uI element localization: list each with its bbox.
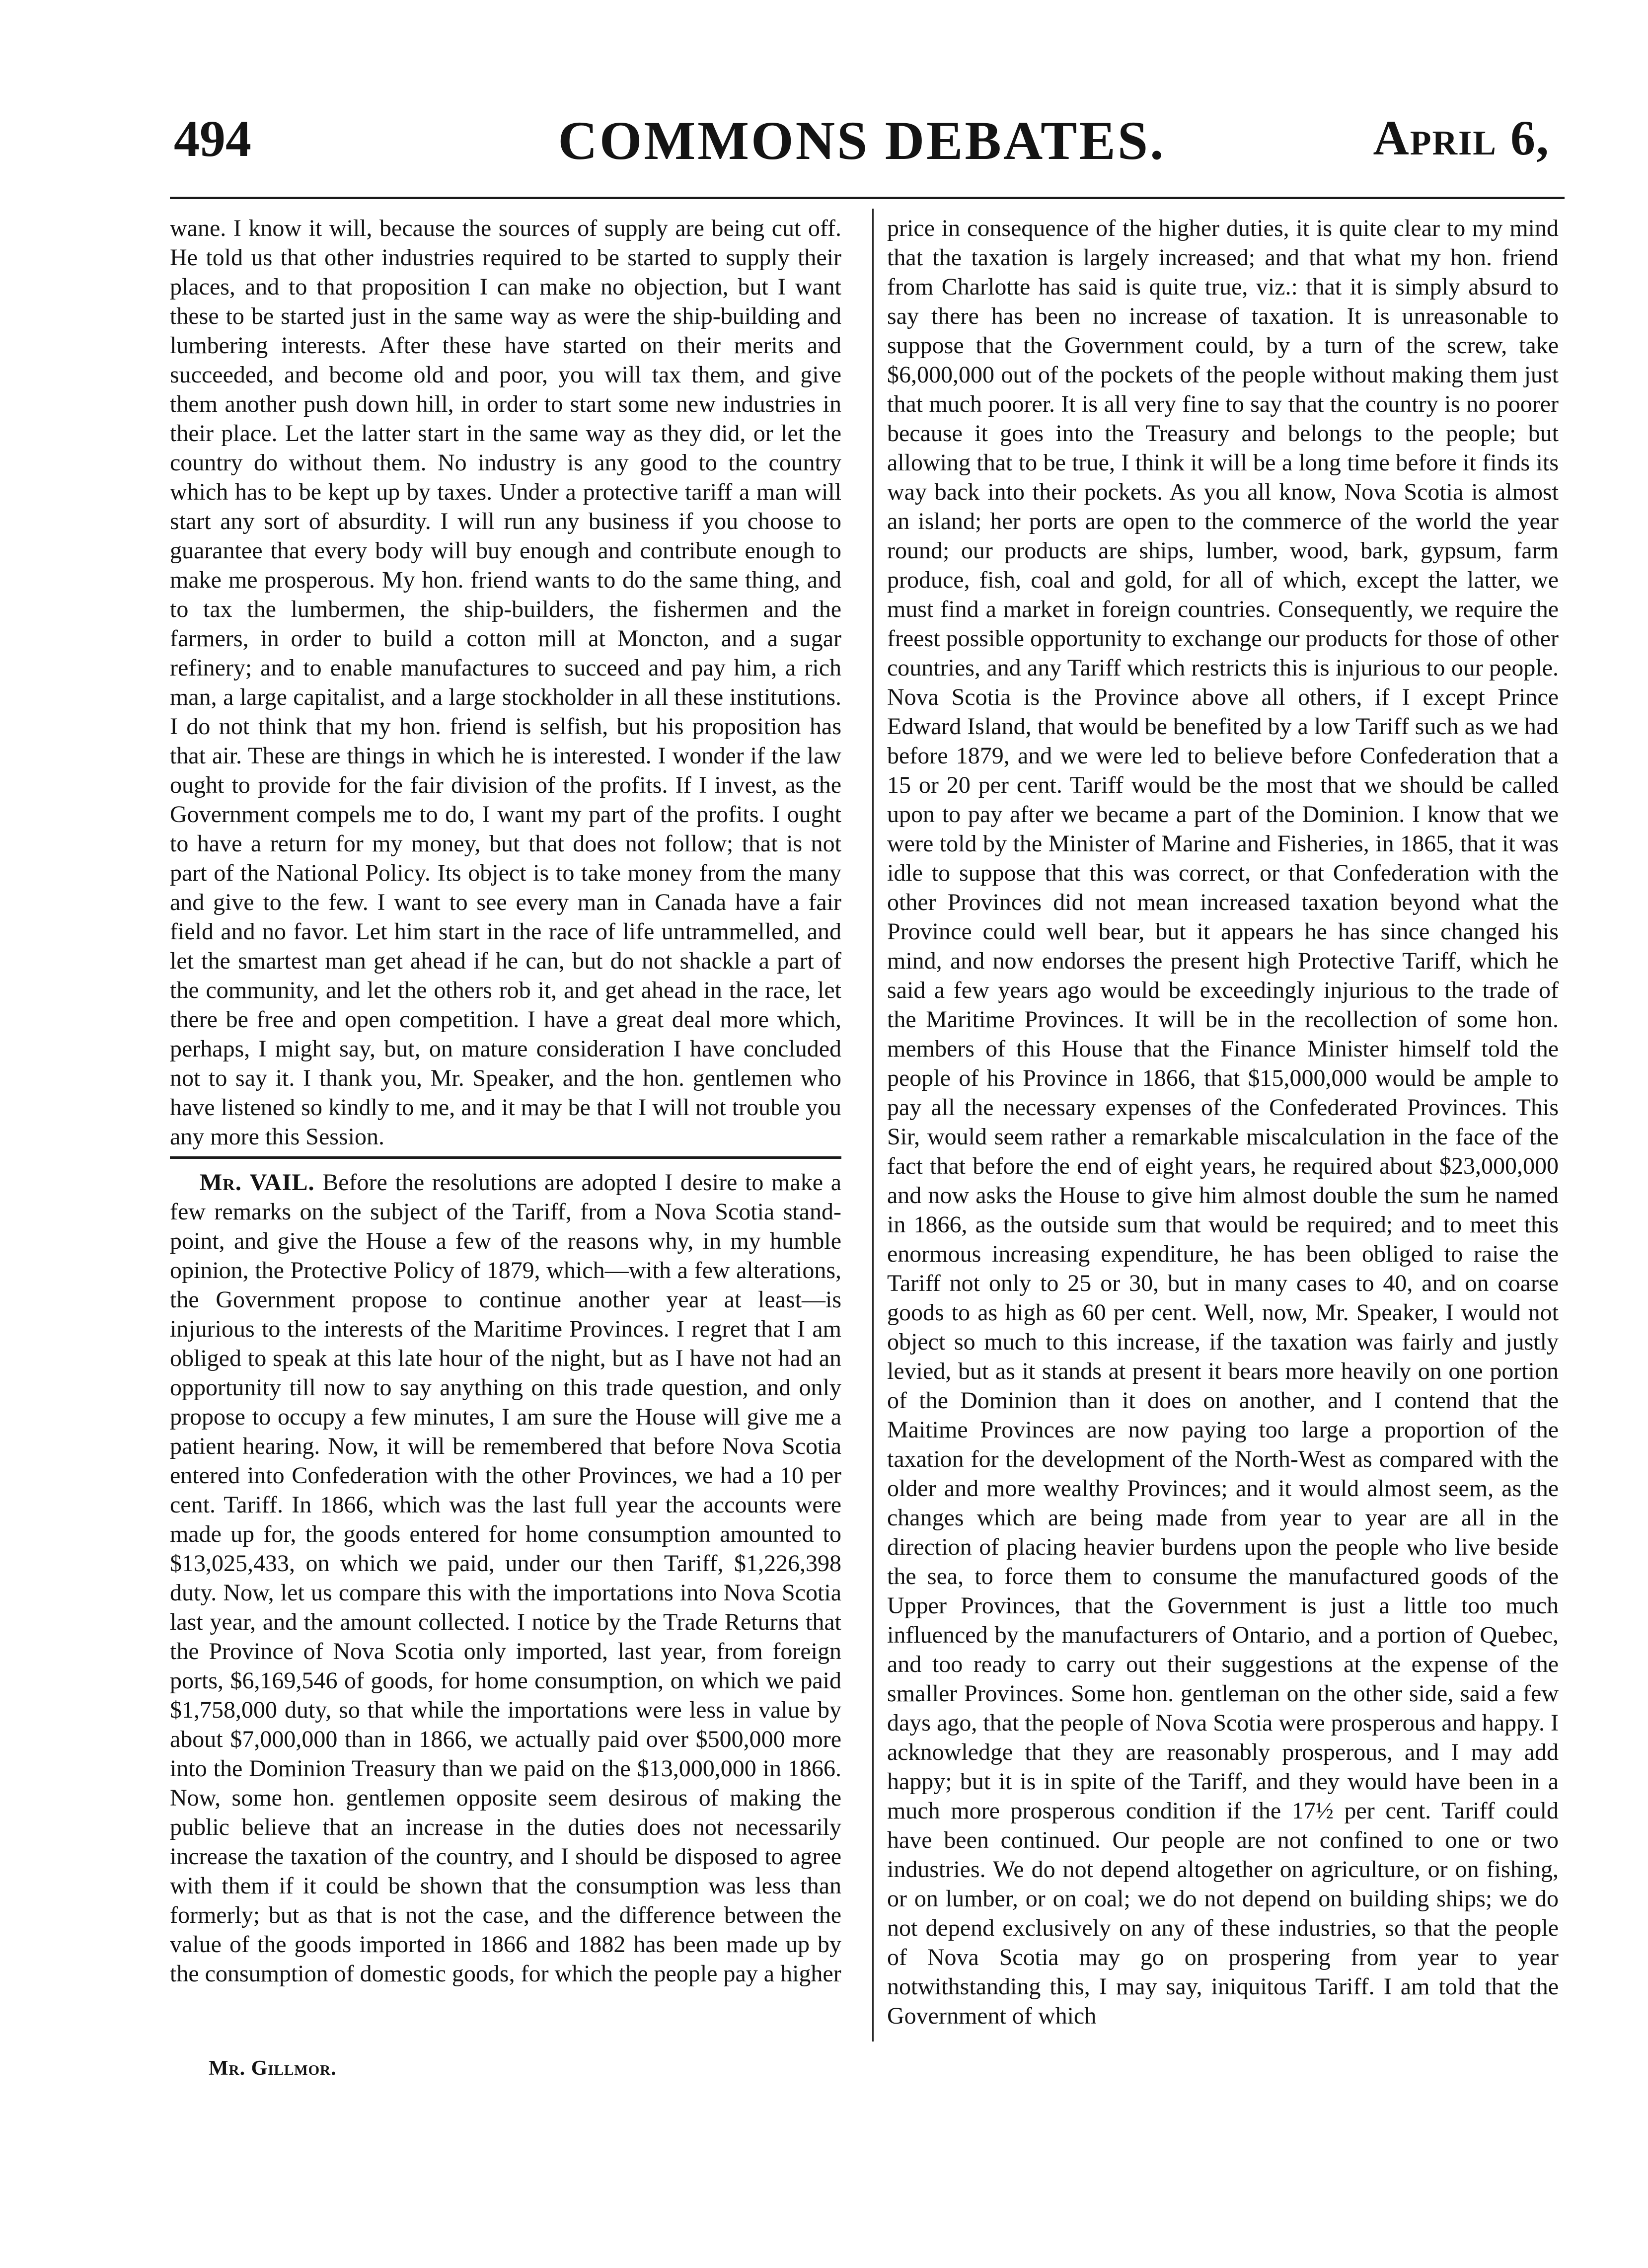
column-divider: [872, 209, 874, 2041]
footer-name: Mr. Gillmor.: [209, 2057, 337, 2080]
page-header: [174, 109, 1550, 174]
speaker-name: Mr. VAIL.: [200, 1169, 315, 1196]
right-paragraph-1: price in consequence of the higher duties, it is quite clear to my mind that the taxation is largely increased; and that what my hon. friend from Charlotte has said is quite true, viz.: that it is simply absurd to say there has been no increase of taxation. It is unreasonable to suppose that the Government could, by a turn of the screw, take $6,000,000 out of the pockets of the people without making them just that much poorer. It is all very fine to say that the country is no poorer because it goes into the Treasury and belongs to the people; but allowing that to be true, I think it will be a long time before it finds its way back into their pockets. As you all know, Nova Scotia is almost an island; her ports are open to the commerce of the world the year round; our products are ships, lumber, wood, bark, gypsum, farm produce, fish, coal and gold, for all of which, except the latter, we must find a market in foreign countries. Consequently, we require the freest possible opportunity to exchange our products for those of other countries, and any Tariff which restricts this is injurious to our people. Nova Scotia is the Province above all others, if I except Prince Edward Island, that would be benefited by a low Tariff such as we had before 1879, and we were led to believe before Confederation that a 15 or 20 per cent. Tariff would be the most that we should be called upon to pay after we became a part of the Dominion. I know that we were told by the Minister of Marine and Fisheries, in 1865, that it was idle to suppose that this was correct, or that Confederation with the other Provinces did not mean increased taxation beyond what the Province could well bear, but it appears he has since changed his mind, and now endorses the present high Protective Tariff, which he said a few years ago would be exceedingly injurious to the trade of the Maritime Provinces. It will be in the recollection of some hon. members of this House that the Finance Minister himself told the people of his Province in 1866, that $15,000,000 would be ample to pay all the necessary expenses of the Confederated Provinces. This Sir, would seem rather a remarkable miscalculation in the face of the fact that before the end of eight years, he required about $23,000,000 and now asks the House to give him almost double the sum he named in 1866, as the outside sum that would be required; and to meet this enormous increasing expenditure, he has been obliged to raise the Tariff not only to 25 or 30, but in many cases to 40, and on coarse goods to as high as 60 per cent. Well, now, Mr. Speaker, I would not object so much to this increase, if the taxation was fairly and justly levied, but as it stands at present it bears more heavily on one portion of the Dominion than it does on another, and I contend that the Maitime Provinces are now paying too large a proportion of the taxation for the development of the North-West as compared with the older and more wealthy Provinces; and it would almost seem, as the changes which are being made from year to year are all in the direction of placing heavier burdens upon the people who live beside the sea, to force them to consume the manufactured goods of the Upper Provinces, that the Government is just a little too much influenced by the manufacturers of Ontario, and a portion of Quebec, and too ready to carry out their suggestions at the expense of the smaller Provinces. Some hon. gentleman on the other side, said a few days ago, that the people of Nova Scotia were prosperous and happy. I acknowledge that they are reasonably prosperous, and I may add happy; but it is in spite of the Tariff, and they would have been in a much more prosperous condition if the 17½ per cent. Tariff could have been continued. Our people are not confined to one or two industries. We do not depend altogether on agriculture, or on fishing, or on lumber, or on coal; we do not depend on building ships; we do not depend exclusively on any of these industries, so that the people of Nova Scotia may go on prospering from year to year notwithstanding this, I may say, iniquitous Tariff. I am told that the Government of which: [887, 215, 1559, 2029]
page-number: 494: [174, 110, 251, 167]
running-title: COMMONS DEBATES.: [558, 110, 1166, 171]
left-column: [170, 214, 841, 1988]
left-paragraph-2: [170, 1168, 841, 1988]
page-date: April 6,: [1373, 110, 1550, 165]
left-paragraph-2-text: Before the resolutions are adopted I desire to make a few remarks on the subject of the Tariff, from a Nova Scotia stand-point, and give the House a few of the reasons why, in my humble opinion, the Protective Policy of 1879, which—with a few alterations, the Government propose to continue another year at least—is injurious to the interests of the Maritime Provinces. I regret that I am obliged to speak at this late hour of the night, but as I have not had an opportunity till now to say anything on this trade question, and only propose to occupy a few minutes, I am sure the House will give me a patient hearing. Now, it will be remembered that before Nova Scotia entered into Confederation with the other Provinces, we had a 10 per cent. Tariff. In 1866, which was the last full year the accounts were made up for, the goods entered for home consumption amounted to $13,025,433, on which we paid, under our then Tariff, $1,226,398 duty. Now, let us compare this with the importations into Nova Scotia last year, and the amount collected. I notice by the Trade Returns that the Province of Nova Scotia only imported, last year, from foreign ports, $6,169,546 of goods, for home consumption, on which we paid $1,758,000 duty, so that while the importations were less in value by about $7,000,000 than in 1866, we actually paid over $500,000 more into the Dominion Treasury than we paid on the $13,000,000 in 1866. Now, some hon. gentlemen opposite seem desirous of making the public believe that an increase in the duties does not necessarily increase the taxation of the country, and I should be disposed to agree with them if it could be shown that the consumption was less than formerly; but as that is not the case, and the difference between the value of the goods imported in 1866 and 1882 has been made up by the consumption of domestic goods, for which the people pay a higher: [170, 1169, 841, 1987]
header-rule: [170, 197, 1565, 199]
speech-end-rule: [170, 1156, 841, 1159]
left-paragraph-1: wane. I know it will, because the sources of supply are being cut off. He told us that other industries required to be started to supply their places, and to that proposition I can make no objection, but I want these to be started just in the same way as were the ship-building and lumbering interests. After these have started on their merits and succeeded, and become old and poor, you will tax them, and give them another push down hill, in order to start some new industries in their place. Let the latter start in the same way as they did, or let the country do without them. No industry is any good to the country which has to be kept up by taxes. Under a protective tariff a man will start any sort of absurdity. I will run any business if you choose to guarantee that every body will buy enough and contribute enough to make me prosperous. My hon. friend wants to do the same thing, and to tax the lumbermen, the ship-builders, the fishermen and the farmers, in order to build a cotton mill at Moncton, and a sugar refinery; and to enable manufactures to succeed and pay him, a rich man, a large capitalist, and a large stockholder in all these institutions. I do not think that my hon. friend is selfish, but his proposition has that air. These are things in which he is interested. I wonder if the law ought to provide for the fair division of the profits. If I invest, as the Government compels me to do, I want my part of the profits. I ought to have a return for my money, but that does not follow; that is not part of the National Policy. Its object is to take money from the many and give to the few. I want to see every man in Canada have a fair field and no favor. Let him start in the race of life untrammelled, and let the smartest man get ahead if he can, but do not shackle a part of the community, and let the others rob it, and get ahead in the race, let there be free and open competition. I have a great deal more which, perhaps, I might say, but, on mature consideration I have concluded not to say it. I thank you, Mr. Speaker, and the hon. gentlemen who have listened so kindly to me, and it may be that I will not trouble you any more this Session.: [170, 215, 841, 1150]
right-column: [887, 214, 1559, 2031]
